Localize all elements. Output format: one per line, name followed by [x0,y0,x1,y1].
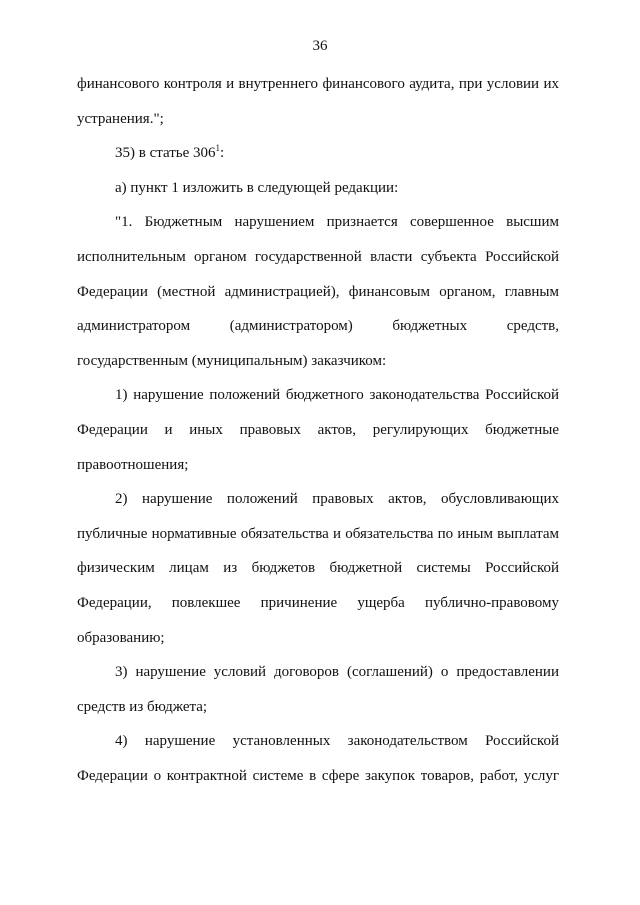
text-line: государственным (муниципальным) заказчиком: [77,352,387,369]
text-line: исполнительным органом государственной власти субъекта Российской [77,248,559,265]
article-heading-line [77,144,559,179]
page-number: 36 [312,38,328,54]
article-heading-text: 35) в статье 306 [115,145,216,162]
text-line: "1. Бюджетным нарушением признается совершенное высшим [115,214,559,231]
document-body [77,75,559,801]
text-line: 3) нарушение условий договоров (соглашений) о предоставлении [115,664,559,681]
text-line: 2) нарушение положений правовых актов, обусловливающих [115,491,559,508]
text-line: Федерации, повлекшее причинение ущерба публично-правовому [77,594,559,611]
text-line: образованию; [77,629,165,646]
text-line: средств из бюджета; [77,698,208,715]
text-line: устранения."; [77,110,164,127]
text-line: публичные нормативные обязательства и обязательства по иным выплатам [77,525,559,542]
text-line: а) пункт 1 изложить в следующей редакции: [115,179,399,196]
text-line: финансового контроля и внутреннего финансового аудита, при условии их [77,76,559,92]
text-line: Федерации и иных правовых актов, регулирующих бюджетные [77,421,559,438]
text-line: администратором (администратором) бюджетных средств, [77,318,559,335]
text-line: Федерации (местной администрацией), финансовым органом, главным [77,283,559,300]
text-line: 4) нарушение установленных законодательством Российской [115,733,559,750]
article-superscript: 1 [215,143,221,154]
article-heading-suffix: : [220,145,225,162]
text-line: Федерации о контрактной системе в сфере закупок товаров, работ, услуг [77,767,559,784]
text-line: правоотношения; [77,456,189,473]
text-line: физическим лицам из бюджетов бюджетной системы Российской [77,560,559,577]
text-line: 1) нарушение положений бюджетного законодательства Российской [115,387,559,404]
